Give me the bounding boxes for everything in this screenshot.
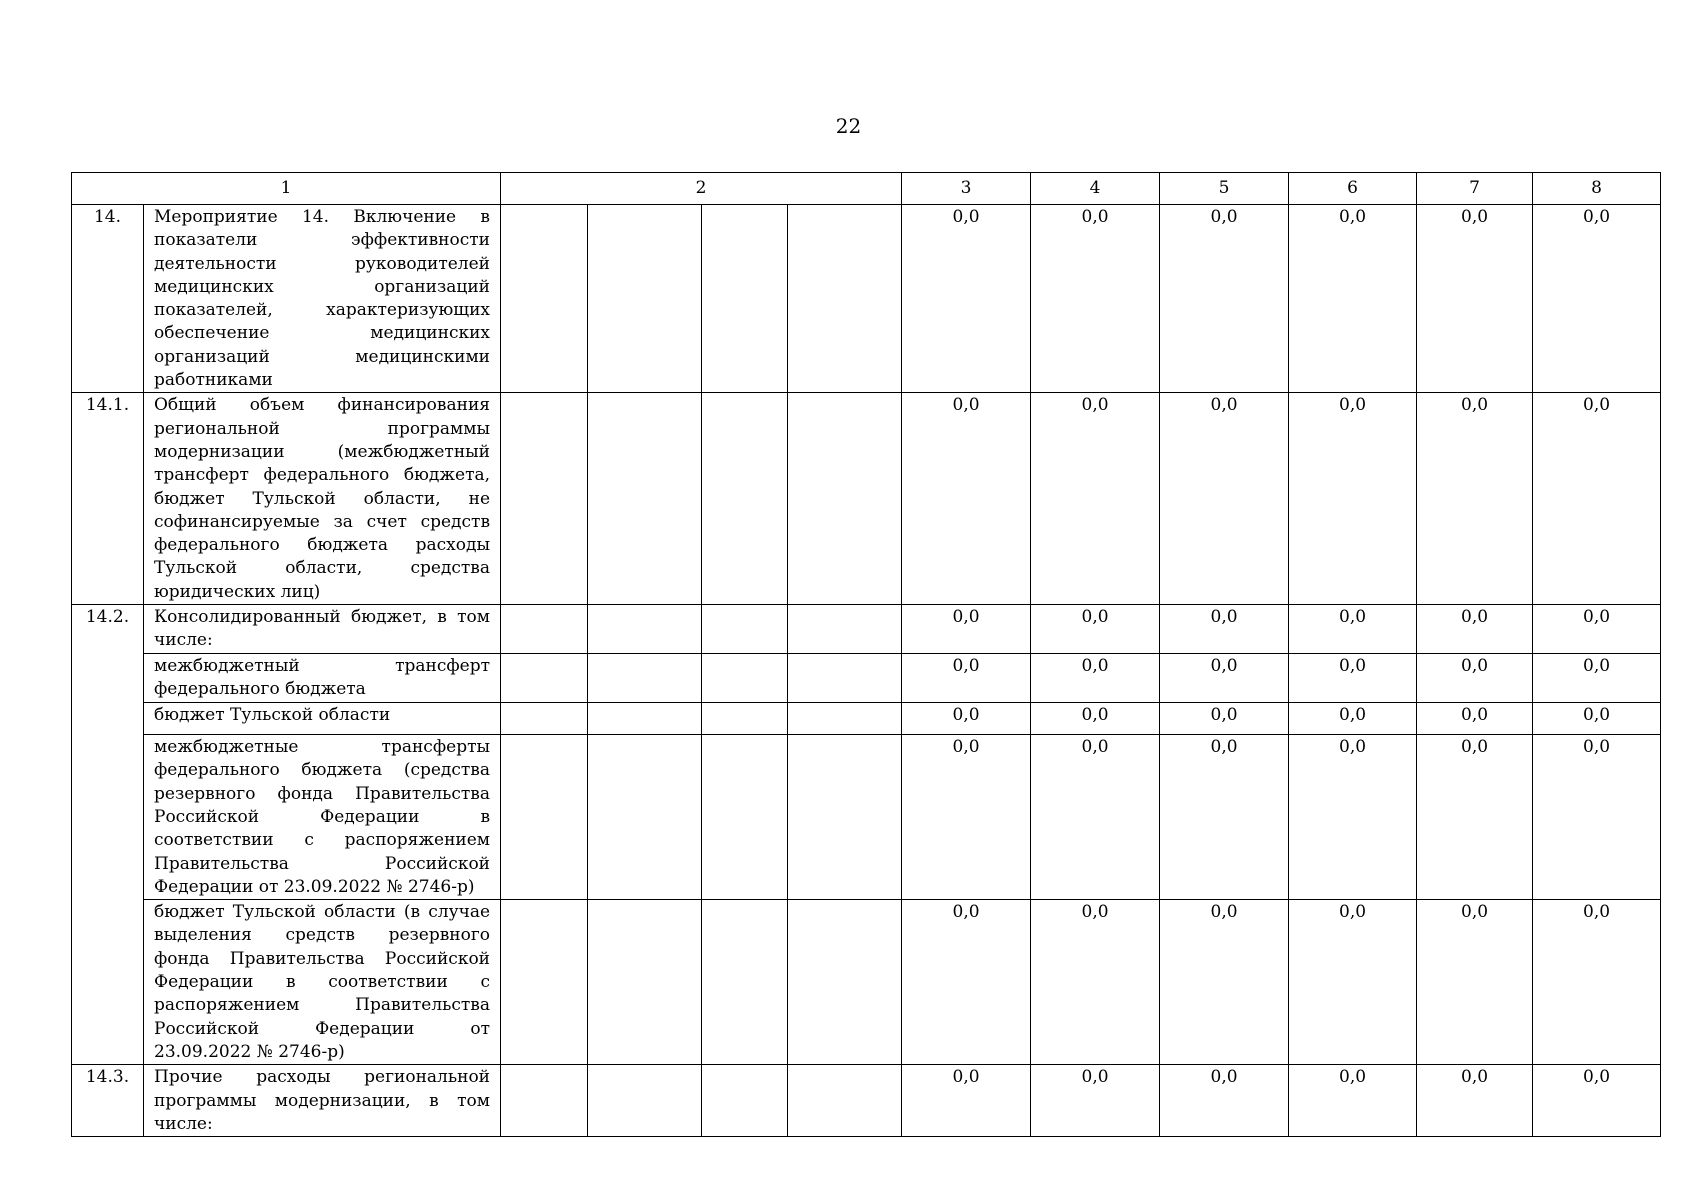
value-cell: 0,0 — [902, 1065, 1031, 1137]
empty-cell — [588, 393, 702, 605]
row-description: бюджет Тульской области (в случае выделения средств резервного фонда Правительства Российской Федерации в соответствии с распоряжением Правительства Российской Федерации от 23.09.2022 № 2746-р) — [144, 900, 501, 1065]
empty-cell — [501, 205, 588, 393]
table-row — [72, 654, 1661, 703]
value-cell: 0,0 — [1160, 1065, 1289, 1137]
row-description: Мероприятие 14. Включение в показатели эффективности деятельности руководителей медицинских организаций показателей, характеризующих обеспечение медицинских организаций медицинскими работниками — [144, 205, 501, 393]
value-cell: 0,0 — [1289, 605, 1417, 654]
empty-cell — [588, 605, 702, 654]
value-cell: 0,0 — [1031, 205, 1160, 393]
value-cell: 0,0 — [1289, 900, 1417, 1065]
value-cell: 0,0 — [1289, 654, 1417, 703]
row-number: 14.3. — [72, 1065, 144, 1137]
value-cell: 0,0 — [1031, 1065, 1160, 1137]
value-cell: 0,0 — [902, 654, 1031, 703]
table-row — [72, 703, 1661, 735]
value-cell: 0,0 — [1031, 654, 1160, 703]
empty-cell — [702, 703, 788, 735]
empty-cell — [788, 1065, 902, 1137]
empty-cell — [588, 900, 702, 1065]
row-description: бюджет Тульской области — [144, 703, 501, 735]
value-cell: 0,0 — [902, 900, 1031, 1065]
value-cell: 0,0 — [1417, 703, 1533, 735]
header-cell: 4 — [1031, 173, 1160, 205]
value-cell: 0,0 — [1160, 703, 1289, 735]
empty-cell — [702, 900, 788, 1065]
value-cell: 0,0 — [1417, 605, 1533, 654]
empty-cell — [588, 703, 702, 735]
value-cell: 0,0 — [902, 205, 1031, 393]
value-cell: 0,0 — [1289, 393, 1417, 605]
table-row — [72, 393, 1661, 605]
table-row — [72, 1065, 1661, 1137]
table-row — [72, 605, 1661, 654]
row-number: 14. — [72, 205, 144, 393]
value-cell: 0,0 — [1533, 703, 1661, 735]
value-cell: 0,0 — [1417, 393, 1533, 605]
value-cell: 0,0 — [1160, 205, 1289, 393]
empty-cell — [588, 205, 702, 393]
empty-cell — [501, 654, 588, 703]
value-cell: 0,0 — [1031, 605, 1160, 654]
header-cell: 6 — [1289, 173, 1417, 205]
row-description: межбюджетные трансферты федерального бюджета (средства резервного фонда Правительства Российской Федерации в соответствии с распоряжением Правительства Российской Федерации от 23.09.2022 № 2746-р) — [144, 735, 501, 900]
row-description: Общий объем финансирования региональной программы модернизации (межбюджетный трансферт федерального бюджета, бюджет Тульской области, не софинансируемые за счет средств федерального бюджета расходы Тульской области, средства юридических лиц) — [144, 393, 501, 605]
value-cell: 0,0 — [1533, 205, 1661, 393]
header-cell: 3 — [902, 173, 1031, 205]
value-cell: 0,0 — [1417, 900, 1533, 1065]
empty-cell — [702, 735, 788, 900]
value-cell: 0,0 — [1417, 1065, 1533, 1137]
value-cell: 0,0 — [1417, 735, 1533, 900]
empty-cell — [501, 703, 588, 735]
value-cell: 0,0 — [902, 735, 1031, 900]
value-cell: 0,0 — [1533, 1065, 1661, 1137]
empty-cell — [501, 900, 588, 1065]
empty-cell — [588, 735, 702, 900]
value-cell: 0,0 — [1533, 900, 1661, 1065]
value-cell: 0,0 — [1031, 703, 1160, 735]
empty-cell — [788, 393, 902, 605]
value-cell: 0,0 — [1031, 900, 1160, 1065]
value-cell: 0,0 — [1417, 205, 1533, 393]
empty-cell — [501, 393, 588, 605]
row-description: Консолидированный бюджет, в том числе: — [144, 605, 501, 654]
table-row — [72, 900, 1661, 1065]
value-cell: 0,0 — [1289, 703, 1417, 735]
value-cell: 0,0 — [1289, 205, 1417, 393]
empty-cell — [788, 900, 902, 1065]
row-description: Прочие расходы региональной программы модернизации, в том числе: — [144, 1065, 501, 1137]
value-cell: 0,0 — [902, 703, 1031, 735]
value-cell: 0,0 — [1160, 393, 1289, 605]
value-cell: 0,0 — [902, 393, 1031, 605]
empty-cell — [501, 1065, 588, 1137]
value-cell: 0,0 — [1031, 735, 1160, 900]
table-header-row — [72, 173, 1661, 205]
value-cell: 0,0 — [1160, 654, 1289, 703]
page-number: 22 — [835, 114, 862, 138]
row-description: межбюджетный трансферт федерального бюджета — [144, 654, 501, 703]
empty-cell — [702, 205, 788, 393]
empty-cell — [702, 605, 788, 654]
value-cell: 0,0 — [1533, 654, 1661, 703]
value-cell: 0,0 — [1160, 900, 1289, 1065]
empty-cell — [788, 703, 902, 735]
table-row — [72, 205, 1661, 393]
value-cell: 0,0 — [1160, 605, 1289, 654]
value-cell: 0,0 — [1417, 654, 1533, 703]
header-cell: 1 — [72, 173, 501, 205]
row-number: 14.1. — [72, 393, 144, 605]
header-cell: 5 — [1160, 173, 1289, 205]
empty-cell — [788, 605, 902, 654]
header-cell: 2 — [501, 173, 902, 205]
empty-cell — [501, 605, 588, 654]
header-cell: 7 — [1417, 173, 1533, 205]
empty-cell — [702, 393, 788, 605]
empty-cell — [501, 735, 588, 900]
table-row — [72, 735, 1661, 900]
empty-cell — [788, 654, 902, 703]
value-cell: 0,0 — [1533, 605, 1661, 654]
value-cell: 0,0 — [1160, 735, 1289, 900]
empty-cell — [588, 654, 702, 703]
value-cell: 0,0 — [1289, 1065, 1417, 1137]
empty-cell — [702, 1065, 788, 1137]
value-cell: 0,0 — [1031, 393, 1160, 605]
empty-cell — [588, 1065, 702, 1137]
empty-cell — [702, 654, 788, 703]
value-cell: 0,0 — [1289, 735, 1417, 900]
row-number: 14.2. — [72, 605, 144, 1065]
value-cell: 0,0 — [902, 605, 1031, 654]
header-cell: 8 — [1533, 173, 1661, 205]
value-cell: 0,0 — [1533, 393, 1661, 605]
empty-cell — [788, 205, 902, 393]
empty-cell — [788, 735, 902, 900]
value-cell: 0,0 — [1533, 735, 1661, 900]
budget-table — [71, 172, 1661, 1137]
